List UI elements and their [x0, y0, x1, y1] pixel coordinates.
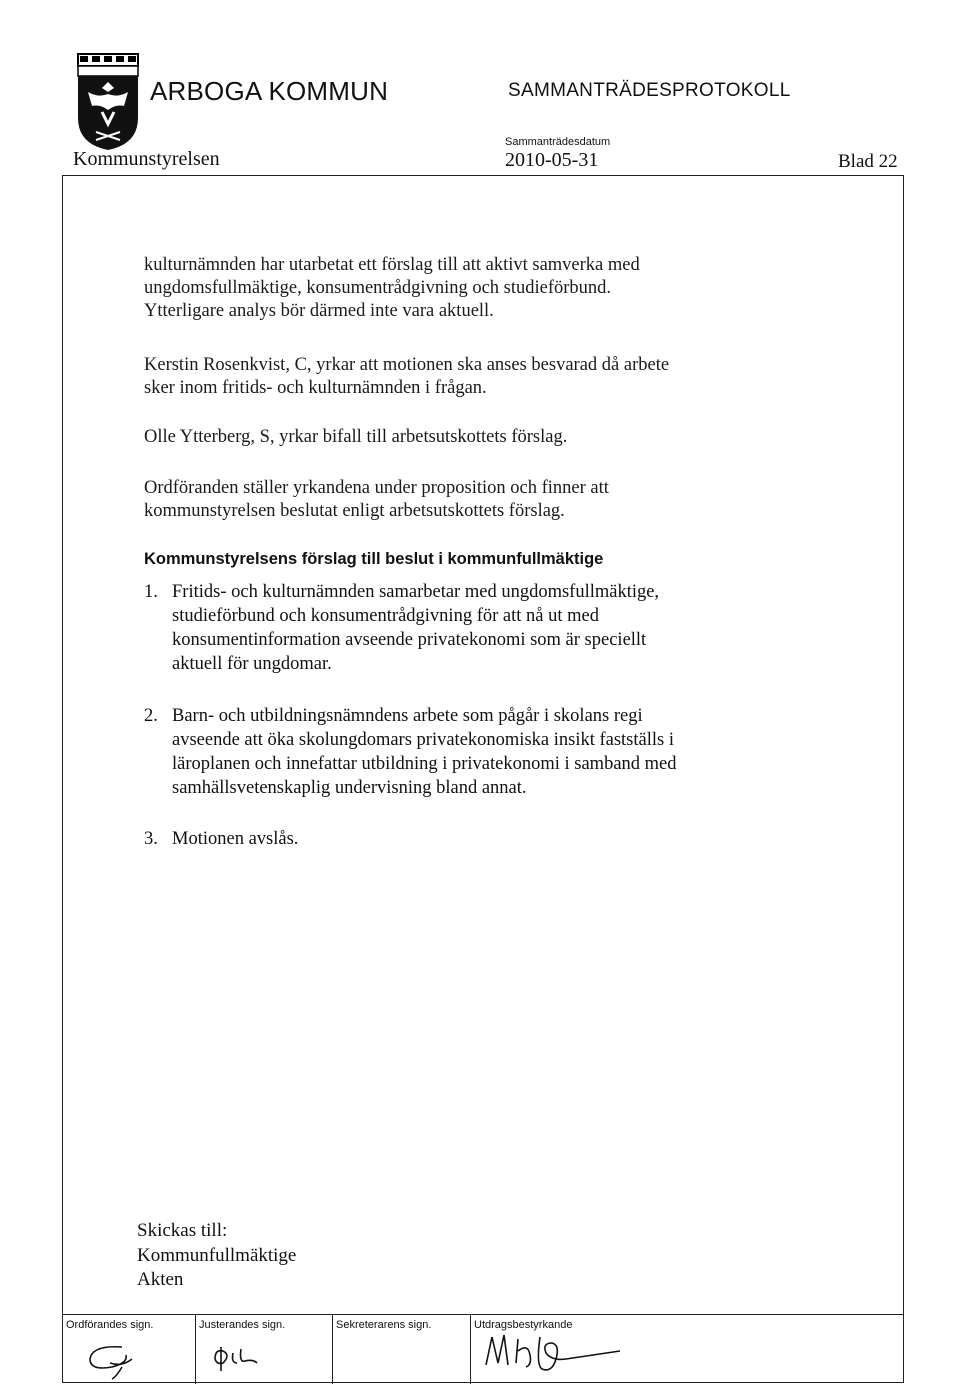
text-line: Fritids- och kulturnämnden samarbetar med ungdomsfullmäktige,: [172, 582, 660, 602]
distribution-label: Skickas till:: [137, 1220, 228, 1241]
date-label: Sammanträdesdatum: [505, 136, 611, 148]
coat-of-arms-logo: [76, 52, 140, 152]
text-line: Ytterligare analys bör därmed inte vara aktuell.: [144, 301, 494, 321]
adjuster-signature-box: [195, 1315, 333, 1384]
handwritten-initials: [82, 1337, 152, 1381]
chair-sign-label: Ordförandes sign.: [66, 1319, 154, 1331]
text-line: Barn- och utbildningsnämndens arbete som pågår i skolans regi: [172, 706, 643, 726]
paragraph: [144, 254, 640, 323]
text-line: kommunstyrelsen beslutat enligt arbetsutskottets förslag.: [144, 501, 565, 521]
item-number: 2.: [144, 706, 158, 726]
paragraph: [144, 426, 567, 449]
text-line: konsumentinformation avseende privatekonomi som är speciellt: [172, 630, 647, 650]
handwritten-initials: [205, 1339, 285, 1379]
signature-row: [62, 1314, 904, 1384]
text-line: kulturnämnden har utarbetat ett förslag till att aktivt samverka med: [144, 255, 640, 275]
text-line: Olle Ytterberg, S, yrkar bifall till arbetsutskottets förslag.: [144, 427, 568, 447]
item-number: 1.: [144, 582, 158, 602]
recipient: Akten: [137, 1269, 184, 1290]
secretary-sign-label: Sekreterarens sign.: [336, 1319, 432, 1331]
meeting-date: 2010-05-31: [505, 149, 599, 171]
text-line: Kerstin Rosenkvist, C, yrkar att motionen ska anses besvarad då arbete: [144, 355, 670, 375]
secretary-signature-box: [332, 1315, 471, 1384]
chair-signature-box: [62, 1315, 196, 1384]
text-line: sker inom fritids- och kulturnämnden i frågan.: [144, 378, 487, 398]
adjuster-sign-label: Justerandes sign.: [199, 1319, 286, 1331]
extract-sign-label: Utdragsbestyrkande: [474, 1319, 573, 1331]
distribution-list: [137, 1219, 296, 1293]
text-line: läroplanen och innefattar utbildning i privatekonomi i samband med: [172, 754, 677, 774]
department: Kommunstyrelsen: [73, 148, 220, 170]
sheet-number: Blad 22: [838, 151, 898, 172]
paragraph: [144, 354, 669, 400]
recipient: Kommunfullmäktige: [137, 1244, 297, 1266]
organization-name: ARBOGA KOMMUN: [150, 76, 389, 106]
text-line: ungdomsfullmäktige, konsumentrådgivning och studieförbund.: [144, 278, 612, 298]
text-line: avseende att öka skolungdomars privatekonomiska insikt fastställs i: [172, 730, 674, 750]
extract-certification-box: [470, 1315, 710, 1384]
item-number: 3.: [144, 829, 158, 849]
paragraph: [144, 477, 609, 523]
document-type: SAMMANTRÄDESPROTOKOLL: [508, 80, 791, 101]
text-line: Motionen avslås.: [172, 829, 299, 849]
section-heading: Kommunstyrelsens förslag till beslut i kommunfullmäktige: [144, 550, 604, 568]
handwritten-signature: [480, 1329, 680, 1384]
text-line: aktuell för ungdomar.: [172, 654, 332, 674]
text-line: studieförbund och konsumentrådgivning för att nå ut med: [172, 606, 599, 626]
text-line: Ordföranden ställer yrkandena under proposition och finner att: [144, 478, 609, 498]
text-line: samhällsvetenskaplig undervisning bland annat.: [172, 778, 527, 798]
